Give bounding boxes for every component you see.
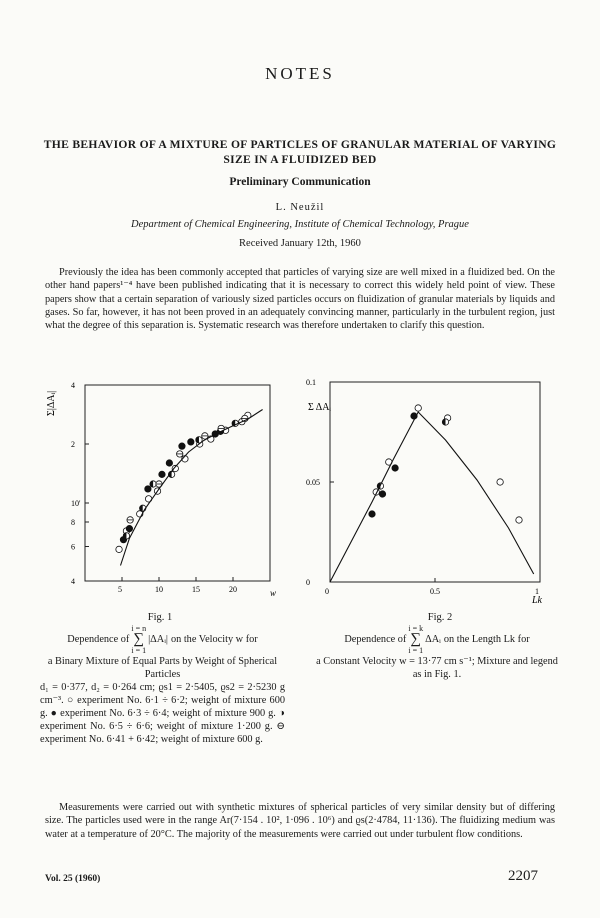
figure-1-sum-body: |ΔAᵢ| [148,634,168,645]
figure-1-caption-rest: a Binary Mixture of Equal Parts by Weight of Spherical Particles [47,656,278,680]
figure-1-sum-bottom: i = 1 [131,646,147,655]
figure-1-x-tick-label: 15 [192,585,200,594]
figure-1-point [159,471,165,477]
figure-1-point [127,517,133,523]
figure-1-point [166,460,172,466]
figure-2-point [442,419,448,425]
figure-2-point [516,517,522,523]
article-subtitle: Preliminary Communication [229,176,371,188]
figure-2-chart [300,370,570,610]
figure-1-y-tick-label: 6 [71,542,75,552]
figure-1-fit-line [121,410,263,566]
figure-1-ylabel: Σ|ΔAᵢ| [46,390,57,416]
figure-1-frame [85,385,270,581]
figure-1-xlabel: w [270,588,277,598]
figure-1-y-tick-label: 2 [71,440,75,450]
figure-2-point [415,405,421,411]
figure-2-y-tick-label: 0 [306,578,310,587]
figure-1-point [145,486,151,492]
figure-2-ylabel: Σ ΔAᵢ [308,402,332,413]
figure-2-x-tick-label: 1 [535,587,539,596]
figure-1-point [126,525,132,531]
figure-2-point [497,479,503,485]
affiliation: Department of Chemical Engineering, Institute of Chemical Technology, Prague [131,219,469,230]
figure-2-caption-rest: a Constant Velocity w = 13·77 cm s⁻¹; Mixture and legend as in Fig. 1. [316,656,558,680]
figure-1-x-tick-label: 20 [229,585,237,594]
figure-1-label: Fig. 1 [147,612,173,623]
figure-2-xlabel: Lk [532,595,542,606]
figure-1-point [150,481,156,487]
figure-2-sum-bottom: i = 1 [408,646,424,655]
figure-2-sum-body: ΔAᵢ [425,634,441,645]
figure-1-y-tick-label: 10' [71,499,81,509]
figure-1-sum-top: i = n [131,624,147,633]
section-header: NOTES [265,64,335,83]
figure-1-point [188,439,194,445]
figure-2-point [379,491,385,497]
figure-1-y-tick-label: 4 [71,577,75,586]
author: L. Neužil [275,202,325,213]
figure-2-y-tick-label: 0.1 [306,378,316,387]
figure-2-x-tick-label: 0 [325,587,329,596]
figure-1-caption: Dependence of i = n ∑ i = 1 |ΔAᵢ| on the Velocity w for a Binary Mixture of Equal Parts by Weight of Spherical Particles d₁ = 0·377, d₂ = 0·264 cm; ϱs1 = 2·5405, ϱs2 = 2·5230 g cm⁻³. ○ experiment No. 6·1 ÷ 6·2; weight of mixture 600 g. ● experiment No. 6·3 ÷ 6·4; weight of mixture 900 g. ◑ experiment No. 6·5 ÷ 6·6; weight of mixture 1·200 g. ⊖ experiment No. 6·41 + 6·42; weight of mixture 600 g. [40,624,285,745]
figure-2-sum-top: i = k [408,624,424,633]
footer-volume: Vol. 25 (1960) [45,874,101,884]
figure-2-point [392,465,398,471]
figure-1-caption-a: Dependence of [67,634,130,645]
figure-2-caption-a: Dependence of [344,634,407,645]
figure-2-x-tick-label: 0.5 [430,587,440,596]
intro-paragraph: Previously the idea has been commonly accepted that particles of varying size are well mixed in a fluidized bed. On the other hand papers¹⁻⁴ have been published indicating that it is necessary to correct this widely held point of view. These papers show that a certain separation of variously sized particles occurs on fluidization of granular materials by liquids and gases. So far, however, it has not been proved in an adequately convincing manner, particularly in the turbulent region, just what the degree of this separation is. Systematic research was therefore undertaken to clarify this question. [45,267,555,332]
figure-1-point [123,533,129,539]
figure-1-point [177,451,183,457]
footer-page-number: 2207 [508,868,538,884]
figure-2-y-tick-label: 0.05 [306,478,320,487]
figure-1-x-tick-label: 5 [118,585,122,594]
figure-1-chart [30,370,280,610]
article-title: THE BEHAVIOR OF A MIXTURE OF PARTICLES OF GRANULAR MATERIAL OF VARYING SIZE IN A FLUIDIZED BED [43,138,557,166]
figure-1-point [116,546,122,552]
figure-2-caption: Dependence of i = k ∑ i = 1 ΔAᵢ on the Length Lk for a Constant Velocity w = 13·77 cm s⁻¹; Mixture and legend as in Fig. 1. [312,624,562,681]
figure-2-point [369,511,375,517]
figure-1-caption-b: on the Velocity w for [170,634,258,645]
figure-2-fit-line [330,412,534,582]
figure-2-caption-b: on the Length Lk for [443,634,530,645]
figure-2-frame [330,382,540,582]
figure-1-y-tick-label: 8 [71,517,75,527]
figure-1-caption-details: d₁ = 0·377, d₂ = 0·264 cm; ϱs1 = 2·5405, ϱs2 = 2·5230 g cm⁻³. ○ experiment No. 6·1 ÷ 6·2; weight of mixture 600 g. ● experiment No. 6·3 ÷ 6·4; weight of mixture 900 g. ◑ experiment No. 6·5 ÷ 6·6; weight of mixture 1·200 g. ⊖ experiment No. 6·41 + 6·42; weight of mixture 600 g. [40,682,285,745]
figure-1-x-tick-label: 10 [155,585,163,594]
received-date: Received January 12th, 1960 [239,238,361,249]
measurements-paragraph: Measurements were carried out with synthetic mixtures of spherical particles of very similar density but of differing size. The particles used were in the range Ar(7·154 . 10², 1·096 . 10⁶) and ϱs(2·4784, 11·136). The fluidizing medium was water at a temperature of 20°C. The majority of the measurements were carried out under turbulent flow conditions. [45,802,555,840]
figure-2-label: Fig. 2 [427,612,453,623]
figure-1-y-tick-label: 4 [71,381,75,390]
figure-1-point [179,443,185,449]
